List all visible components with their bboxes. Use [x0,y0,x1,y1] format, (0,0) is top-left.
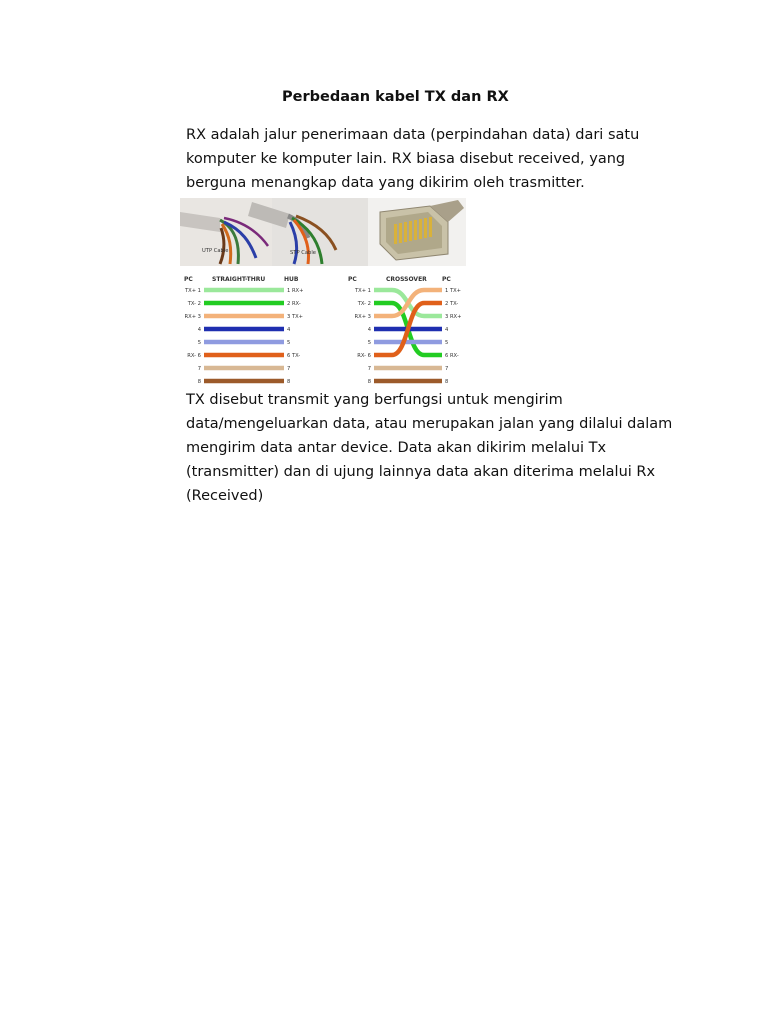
straight-header-right: HUB [284,276,299,283]
crossover-right-pin-label: 3 RX+ [445,314,462,320]
straight-right-pin-label: 2 RX- [287,301,301,307]
rx-paragraph-line: RX adalah jalur penerimaan data (perpindahan data) dari satu [186,127,640,143]
crossover-left-pin-label: TX- 2 [357,301,371,307]
crossover-left-pin-label: RX+ 3 [354,314,371,320]
tx-paragraph [186,388,686,508]
tx-paragraph-line: (transmitter) dan di ujung lainnya data akan diterima melalui Rx [186,464,656,480]
straight-right-pin-label: 3 TX+ [287,314,304,320]
straight-right-pin-label: 4 [287,327,291,333]
tx-paragraph-line: TX disebut transmit yang berfungsi untuk mengirim [186,392,563,408]
stp-label: STP Cable [290,250,316,256]
rj45-connector-photo [368,198,466,266]
straight-right-pin-label: 8 [287,379,291,384]
straight-header-mid: STRAIGHT-THRU [212,276,266,283]
straight-left-pin-label: 4 [197,327,201,333]
cable-pinout-image [180,198,466,384]
crossover-left-pin-label: 4 [367,327,371,333]
straight-left-pin-label: 7 [197,366,201,372]
crossover-right-pin-label: 4 [445,327,449,333]
crossover-left-pin-label: TX+ 1 [354,288,371,294]
straight-left-pin-label: TX- 2 [187,301,201,307]
crossover-right-pin-label: 6 RX- [445,353,459,359]
rx-paragraph-line: berguna menangkap data yang dikirim oleh trasmitter. [186,175,585,191]
straight-header-left: PC [184,276,193,283]
cable-pinout-figure [180,198,466,384]
crossover-right-pin-label: 5 [445,340,449,346]
straight-left-pin-label: RX+ 3 [184,314,201,320]
crossover-header-right: PC [442,276,451,283]
crossover-right-pin-label: 2 TX- [445,301,459,307]
crossover-left-pin-label: 5 [367,340,371,346]
crossover-header-mid: CROSSOVER [386,276,427,283]
rx-paragraph [186,123,686,195]
crossover-left-pin-label: 8 [367,379,371,384]
crossover-left-pin-label: RX- 6 [357,353,371,359]
crossover-right-pin-label: 8 [445,379,449,384]
rx-paragraph-line: komputer ke komputer lain. RX biasa disebut received, yang [186,151,626,167]
crossover-left-pin-label: 7 [367,366,371,372]
crossover-header-left: PC [348,276,357,283]
straight-right-pin-label: 5 [287,340,291,346]
straight-right-pin-label: 1 RX+ [287,288,304,294]
straight-right-pin-label: 6 TX- [287,353,301,359]
straight-left-pin-label: TX+ 1 [184,288,201,294]
crossover-right-pin-label: 1 TX+ [445,288,462,294]
utp-label: UTP Cable [202,248,229,254]
tx-paragraph-line: mengirim data antar device. Data akan dikirim melalui Tx [186,440,607,456]
tx-paragraph-line: (Received) [186,488,264,504]
tx-paragraph-line: data/mengeluarkan data, atau merupakan jalan yang dilalui dalam [186,416,673,432]
straight-left-pin-label: 5 [197,340,201,346]
page-title: Perbedaan kabel TX dan RX [282,89,509,105]
straight-right-pin-label: 7 [287,366,291,372]
straight-left-pin-label: RX- 6 [187,353,201,359]
crossover-right-pin-label: 7 [445,366,449,372]
straight-left-pin-label: 8 [197,379,201,384]
